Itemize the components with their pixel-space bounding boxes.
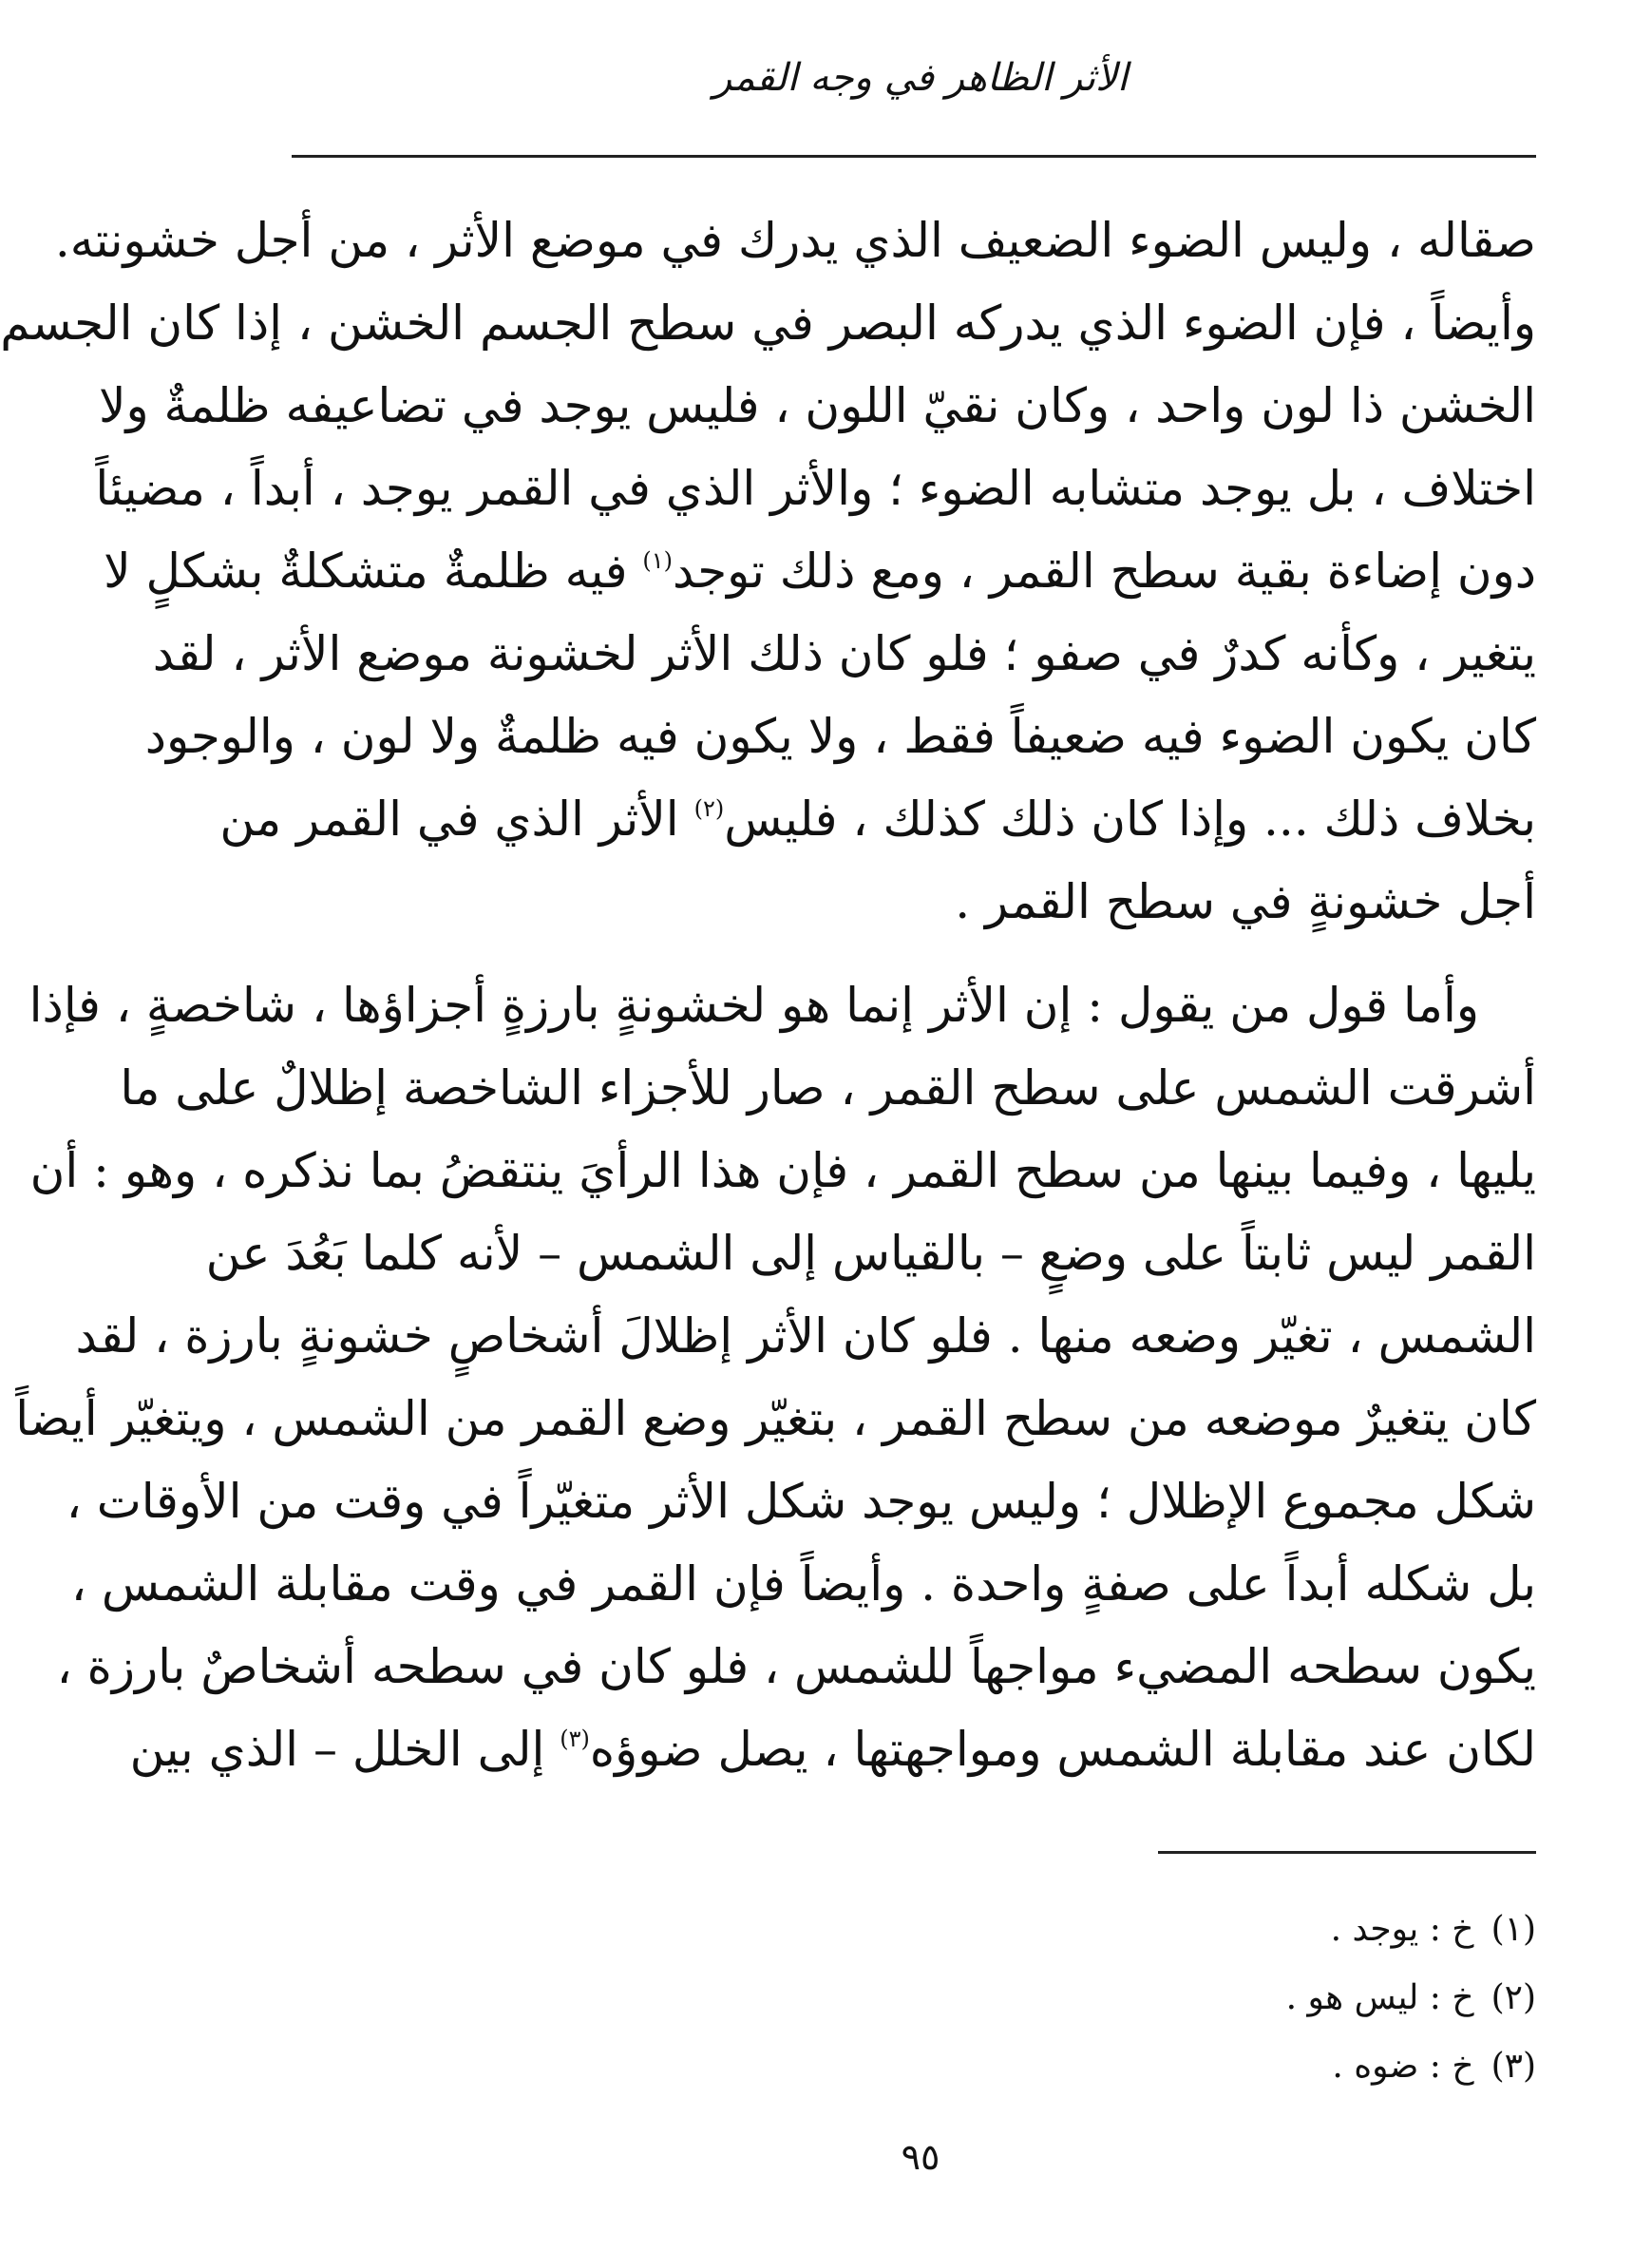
header-rule [292,155,1536,158]
line-text: فيه ظلمةٌ متشكلةٌ بشكلٍ لا [104,544,643,599]
page-number: ٩٥ [901,2136,940,2178]
footnote-marker: (٢) [693,795,725,822]
text-line [129,1708,1536,1791]
footnote [966,2032,1536,2101]
line-text: لكان عند مقابلة الشمس ومواجهتها ، يصل ضوؤه [589,1722,1536,1777]
text-line [104,530,1536,613]
running-head: الأثر الظاهر في وجه القمر [712,56,1129,100]
text-line: كان يتغيرٌ موضعه من سطح القمر ، بتغيّر وضع القمر من الشمس ، ويتغيّر أيضاً [15,1391,1536,1446]
text-line: صقاله ، وليس الضوء الضعيف الذي يدرك في موضع الأثر ، من أجل خشونته. [54,213,1536,268]
text-line: القمر ليس ثابتاً على وضعٍ – بالقياس إلى الشمس – لأنه كلما بَعُدَ عن [205,1226,1536,1281]
text-line: بل شكله أبداً على صفةٍ واحدة . وأيضاً فإن القمر في وقت مقابلة الشمس ، [70,1556,1536,1612]
text-line: أجل خشونةٍ في سطح القمر . [955,874,1536,929]
footnote-number: (١) [1491,1910,1536,1949]
text-line: وأيضاً ، فإن الضوء الذي يدركه البصر في سطح الجسم الخشن ، إذا كان الجسم [0,296,1536,351]
footnote-text: خ : ليس هو . [1285,1978,1474,2017]
footnote [966,1964,1536,2032]
body-text [0,200,1536,1791]
text-line: اختلاف ، بل يوجد متشابه الضوء ؛ والأثر الذي في القمر يوجد ، أبداً ، مضيئاً [95,461,1536,516]
footnote-text: خ : ضوه . [1332,2047,1474,2086]
text-line: الشمس ، تغيّر وضعه منها . فلو كان الأثر إظلالَ أشخاصٍ خشونةٍ بارزة ، لقد [75,1308,1536,1364]
text-line: الخشن ذا لون واحد ، وكان نقيّ اللون ، فليس يوجد في تضاعيفه ظلمةٌ ولا [98,378,1536,433]
footnotes [966,1896,1536,2101]
text-line: كان يكون الضوء فيه ضعيفاً فقط ، ولا يكون فيه ظلمةٌ ولا لون ، والوجود [144,709,1536,764]
footnote-number: (٣) [1491,2047,1536,2086]
footnote-number: (٢) [1491,1978,1536,2017]
text-line: أشرقت الشمس على سطح القمر ، صار للأجزاء الشاخصة إظلالٌ على ما [120,1060,1536,1116]
line-text: الأثر الذي في القمر من [219,792,694,847]
footnote [966,1896,1536,1964]
text-line: وأما قول من يقول : إن الأثر إنما هو لخشونةٍ بارزةٍ أجزاؤها ، شاخصةٍ ، فإذا [28,978,1479,1033]
text-line: يكون سطحه المضيء مواجهاً للشمس ، فلو كان في سطحه أشخاصٌ بارزة ، [56,1639,1536,1694]
line-text: إلى الخلل – الذي بين [129,1722,560,1777]
footnote-rule [1158,1851,1536,1854]
footnote-marker: (٣) [560,1726,590,1752]
text-line: يتغير ، وكأنه كدرٌ في صفو ؛ فلو كان ذلك الأثر لخشونة موضع الأثر ، لقد [152,626,1536,681]
line-text: بخلاف ذلك ... وإذا كان ذلك كذلك ، فليس [724,792,1536,847]
text-line: شكل مجموع الإظلال ؛ وليس يوجد شكل الأثر متغيّراً في وقت من الأوقات ، [66,1474,1536,1529]
text-line: يليها ، وفيما بينها من سطح القمر ، فإن هذا الرأيَ ينتقضُ بما نذكره ، وهو : أن [29,1143,1536,1198]
footnote-marker: (١) [642,547,674,574]
footnote-text: خ : يوجد . [1330,1910,1474,1949]
line-text: دون إضاءة بقية سطح القمر ، ومع ذلك توجد [673,544,1536,599]
text-line [219,778,1536,861]
paragraph-gap [292,944,1536,964]
